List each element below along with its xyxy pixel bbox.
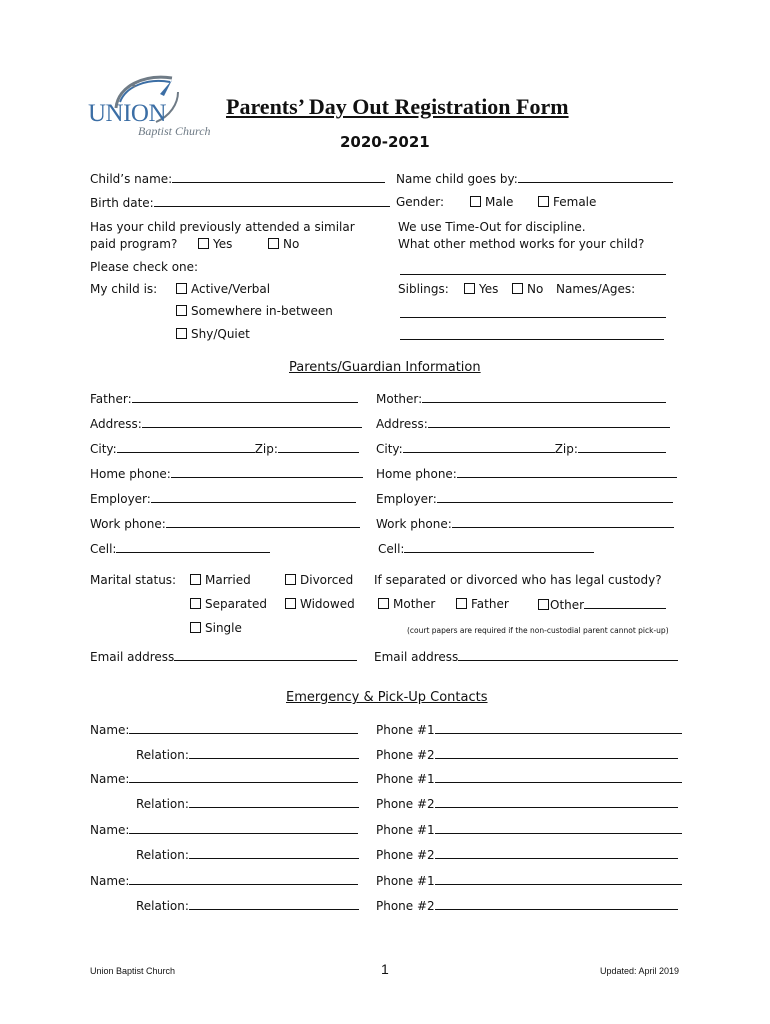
name-goes-by-label: Name child goes by: — [396, 172, 518, 186]
contact-1-relation-field[interactable] — [189, 747, 359, 759]
contact-2-relation-label: Relation: — [136, 797, 189, 811]
footer-church-name: Union Baptist Church — [90, 966, 176, 976]
mother-address-field[interactable] — [428, 416, 670, 428]
contact-4-relation-field[interactable] — [189, 898, 359, 910]
birth-date-field[interactable] — [154, 195, 390, 207]
male-checkbox[interactable] — [470, 196, 481, 207]
father-city-label: City: — [90, 442, 117, 456]
contact-1-phone1-field[interactable] — [435, 722, 682, 734]
mother-email-field[interactable] — [458, 649, 678, 661]
custody-father-label: Father — [471, 597, 509, 611]
mother-cell-label: Cell: — [378, 542, 405, 556]
contacts-heading: Emergency & Pick-Up Contacts — [286, 690, 488, 705]
contact-2-name-label: Name: — [90, 772, 130, 786]
previous-yes-label: Yes — [213, 237, 233, 251]
contact-3-phone2-field[interactable] — [435, 847, 678, 859]
father-label: Father: — [90, 392, 132, 406]
previous-no-checkbox[interactable] — [268, 238, 279, 249]
father-city-field[interactable] — [117, 441, 255, 453]
siblings-no-checkbox[interactable] — [512, 283, 523, 294]
previous-yes-checkbox[interactable] — [198, 238, 209, 249]
form-year: 2020-2021 — [340, 133, 430, 151]
father-email-label: Email address — [90, 650, 175, 664]
contact-4-phone2-label: Phone #2 — [376, 899, 435, 913]
married-checkbox[interactable] — [190, 574, 201, 585]
contact-4-phone1-field[interactable] — [435, 873, 682, 885]
contact-2-relation-field[interactable] — [189, 796, 359, 808]
siblings-label: Siblings: — [398, 282, 449, 296]
separated-checkbox[interactable] — [190, 598, 201, 609]
birth-date-label: Birth date: — [90, 196, 154, 210]
custody-other-checkbox[interactable] — [538, 599, 549, 610]
contact-3-phone1-label: Phone #1 — [376, 823, 435, 837]
contact-1-phone1-label: Phone #1 — [376, 723, 435, 737]
mother-email-label: Email address — [374, 650, 459, 664]
contact-3-relation-field[interactable] — [189, 847, 359, 859]
father-email-field[interactable] — [174, 649, 357, 661]
shy-label: Shy/Quiet — [191, 327, 250, 341]
single-checkbox[interactable] — [190, 622, 201, 633]
contact-4-phone2-field[interactable] — [435, 898, 678, 910]
custody-other-label: Other — [550, 598, 585, 612]
mother-label: Mother: — [376, 392, 423, 406]
contact-1-name-label: Name: — [90, 723, 130, 737]
siblings-field-2[interactable] — [400, 328, 664, 343]
mother-zip-field[interactable] — [578, 441, 666, 453]
father-zip-field[interactable] — [278, 441, 359, 453]
previous-program-question-2: paid program? — [90, 237, 178, 251]
mother-zip-label: Zip: — [554, 442, 578, 456]
page-number: 1 — [381, 961, 389, 977]
custody-father-checkbox[interactable] — [456, 598, 467, 609]
discipline-question: What other method works for your child? — [398, 237, 645, 251]
names-ages-label: Names/Ages: — [556, 282, 636, 296]
contact-1-phone2-label: Phone #2 — [376, 748, 435, 762]
father-zip-label: Zip: — [254, 442, 278, 456]
previous-no-label: No — [283, 237, 300, 251]
father-work-phone-label: Work phone: — [90, 517, 166, 531]
mother-field[interactable] — [422, 391, 666, 403]
mother-work-phone-field[interactable] — [452, 516, 674, 528]
logo-wordmark: UNION — [88, 100, 167, 127]
female-label: Female — [553, 195, 597, 209]
contact-1-phone2-field[interactable] — [435, 747, 678, 759]
mother-city-label: City: — [376, 442, 403, 456]
mother-work-phone-label: Work phone: — [376, 517, 452, 531]
mother-city-field[interactable] — [403, 441, 555, 453]
discipline-answer-field[interactable] — [400, 263, 666, 278]
female-checkbox[interactable] — [538, 196, 549, 207]
my-child-is-label: My child is: — [90, 282, 158, 296]
mother-home-phone-field[interactable] — [457, 466, 677, 478]
childs-name-field[interactable] — [172, 171, 385, 183]
contact-4-relation-label: Relation: — [136, 899, 189, 913]
contact-1-relation-label: Relation: — [136, 748, 189, 762]
father-cell-field[interactable] — [116, 541, 270, 553]
father-home-phone-label: Home phone: — [90, 467, 171, 481]
custody-other-field[interactable] — [584, 597, 666, 609]
contact-4-name-field[interactable] — [129, 873, 358, 885]
custody-mother-checkbox[interactable] — [378, 598, 389, 609]
between-checkbox[interactable] — [176, 305, 187, 316]
father-work-phone-field[interactable] — [166, 516, 360, 528]
timeout-text: We use Time-Out for discipline. — [398, 220, 586, 234]
male-label: Male — [485, 195, 514, 209]
contact-3-relation-label: Relation: — [136, 848, 189, 862]
gender-label: Gender: — [396, 195, 445, 209]
father-cell-label: Cell: — [90, 542, 117, 556]
separated-label: Separated — [205, 597, 267, 611]
divorced-checkbox[interactable] — [285, 574, 296, 585]
widowed-label: Widowed — [300, 597, 355, 611]
parents-heading: Parents/Guardian Information — [289, 360, 481, 375]
father-employer-label: Employer: — [90, 492, 151, 506]
contact-3-phone1-field[interactable] — [435, 822, 682, 834]
marital-status-label: Marital status: — [90, 573, 177, 587]
contact-2-phone2-label: Phone #2 — [376, 797, 435, 811]
siblings-field-1[interactable] — [400, 306, 666, 321]
contact-1-name-field[interactable] — [129, 722, 358, 734]
divorced-label: Divorced — [300, 573, 354, 587]
previous-program-question: Has your child previously attended a similar — [90, 220, 355, 234]
contact-2-phone1-field[interactable] — [435, 771, 682, 783]
father-field[interactable] — [132, 391, 358, 403]
mother-home-phone-label: Home phone: — [376, 467, 457, 481]
church-logo — [86, 72, 214, 152]
mother-employer-label: Employer: — [376, 492, 437, 506]
active-label: Active/Verbal — [191, 282, 271, 296]
contact-2-phone1-label: Phone #1 — [376, 772, 435, 786]
active-checkbox[interactable] — [176, 283, 187, 294]
married-label: Married — [205, 573, 251, 587]
contact-3-phone2-label: Phone #2 — [376, 848, 435, 862]
shy-checkbox[interactable] — [176, 328, 187, 339]
custody-mother-label: Mother — [393, 597, 436, 611]
father-home-phone-field[interactable] — [171, 466, 363, 478]
father-address-label: Address: — [90, 417, 142, 431]
footer-updated: Updated: April 2019 — [600, 966, 680, 976]
logo-subtitle: Baptist Church — [138, 124, 211, 138]
contact-3-name-label: Name: — [90, 823, 130, 837]
siblings-no-label: No — [527, 282, 544, 296]
contact-2-name-field[interactable] — [129, 771, 358, 783]
between-label: Somewhere in-between — [191, 304, 333, 318]
mother-employer-field[interactable] — [437, 491, 673, 503]
single-label: Single — [205, 621, 242, 635]
widowed-checkbox[interactable] — [285, 598, 296, 609]
custody-question: If separated or divorced who has legal custody? — [374, 573, 662, 587]
contact-2-phone2-field[interactable] — [435, 796, 678, 808]
childs-name-label: Child’s name: — [90, 172, 173, 186]
contact-4-phone1-label: Phone #1 — [376, 874, 435, 888]
siblings-yes-checkbox[interactable] — [464, 283, 475, 294]
please-check-label: Please check one: — [90, 260, 199, 274]
father-employer-field[interactable] — [151, 491, 356, 503]
mother-cell-field[interactable] — [404, 541, 594, 553]
contact-3-name-field[interactable] — [129, 822, 358, 834]
mother-address-label: Address: — [376, 417, 428, 431]
contact-4-name-label: Name: — [90, 874, 130, 888]
name-goes-by-field[interactable] — [518, 171, 673, 183]
father-address-field[interactable] — [142, 416, 362, 428]
siblings-yes-label: Yes — [479, 282, 499, 296]
custody-note: (court papers are required if the non-custodial parent cannot pick-up) — [407, 626, 669, 635]
form-title: Parents’ Day Out Registration Form — [226, 94, 569, 119]
